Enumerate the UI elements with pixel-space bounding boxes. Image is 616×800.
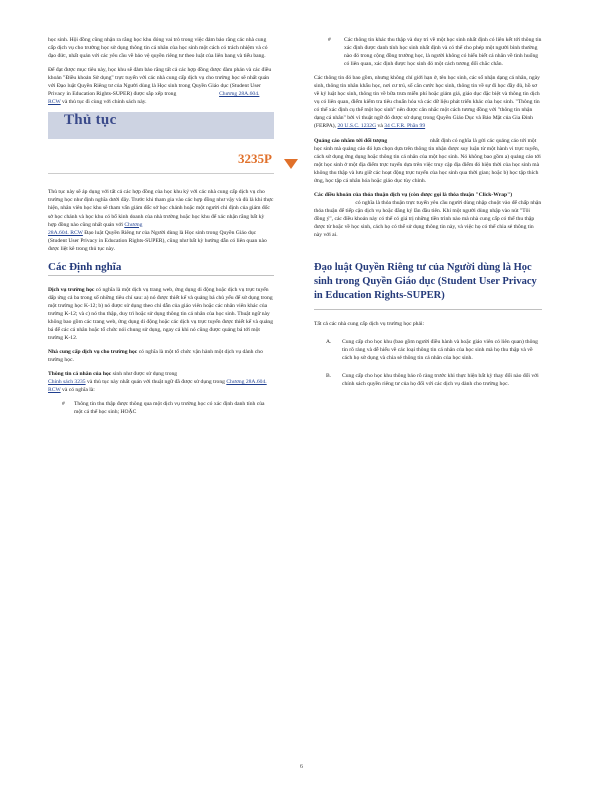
intro-paragraph-2 [48, 66, 274, 106]
intro-paragraph-1: học sinh. Hội đồng cũng nhận ra rằng học khu đóng vai trò trong việc đảm bảo rằng các nhà cung cấp dịch vụ cho trường học sử dụng thông tin cá nhân của học sinh một cách có trách nhiệm và có đạo đức, nhất quán với các yêu cầu về bảo vệ quyền riêng tư theo luật của liên bang và tiểu bang. [48, 37, 268, 60]
intro-text: Để đạt được mục tiêu này, học khu sẽ đảm bảo rằng tất cả các hợp đồng được đàm phán và các điều khoản "Điều khoản Sử dụng" trực tuyến với các nhà cung cấp dịch vụ cho trường học sẽ nhất quán với Đạo luật Quyền Riêng tư của Người dùng là Học sinh trong Quyền Giáo dục (Student User Privacy in Education Rights-SUPER) được sắp xếp trong [48, 67, 272, 98]
procedure-link-rcw[interactable]: 28A.604. RCW [48, 229, 83, 236]
triangle-down-icon [284, 159, 298, 169]
list-marker: A. [326, 339, 332, 346]
procedure-link-chapter[interactable]: Chương [124, 221, 143, 228]
list-item-text: Cung cấp cho học khu thông báo rõ ràng trước khi thực hiện bất kỳ thay đổi nào đối với chính sách quyền riêng tư của họ đối với các dịch vụ dành cho trường học. [342, 373, 539, 388]
definition-body: sinh như được sử dụng trong [112, 371, 178, 378]
definition-term: Nhà cung cấp dịch vụ cho trường học [48, 349, 138, 356]
procedure-tail: Đạo luật Quyền Riêng tư của Người dùng là Học sinh trong Quyền Giáo dục (Student User Privacy in Education Rights-SUPER), cũng như bất kỳ hướng dẫn có liên quan nào được liệt kê trong thủ tục này. [48, 229, 267, 252]
definition-body: và thủ tục này nhất quán với thuật ngữ đã được sử dụng trong [87, 379, 225, 386]
info-paragraph [314, 74, 542, 130]
definition-body: có nghĩa là một dịch vụ trang web, ứng dụng di động hoặc dịch vụ trực tuyến dấp ứng cả ba trong số những tiêu chí sau: a) nó được thiết kế và quảng bá chủ yếu để sử dụng trong một trường học K-12; b) nó được sử dụng theo chỉ dẫn của giáo viên hoặc các nhân viên khác của trường K-12; và c) nó thu thập, duy trì hoặc sử dụng thông tin cá nhân của học sinh. Thuật ngữ này không bao gồm các trang web, ứng dụng di động hoặc các dịch vụ trực tuyến được thiết kế và quảng bá để các cá nhân hoặc tổ chức nói chung sử dụng, ngay cả khi nó cũng được quảng bá tới một trường K-12. [48, 286, 274, 342]
definition-body: có nghĩa là một tổ chức vận hành một dịch vụ dành cho trường học. [48, 349, 263, 364]
definition-service-provider [48, 348, 274, 364]
info-text: Các thông tin đó bao gồm, nhưng không chỉ giới hạn ở, tên học sinh, các số nhận dạng cá nhân, ngày sinh, thông tin nhân khẩu học, nơi cư trú, số căn cước học sinh, thông tin về sự đi học đầy đủ, hồ sơ về kỷ luật học sinh, thông tin về bữa trưa miễn phí hoặc giảm giá, giáo dục đặc biệt và thông tin dịch vụ có liên quan, điểm kiểm tra tiêu chuẩn hóa và các dữ liệu phát triển khác của học sinh. "Thông tin có thể xác định cụ thể một học sinh" nên được cân nhắc một cách tương đồng với "thông tin nhận dạng cá nhân" bởi vì thuật ngữ đó được sử dụng trong Quyền Giáo Dục và Bảo Mật của Gia Đình (FERPA), [314, 75, 540, 130]
intro-tail: và thủ tục đi cùng với chính sách này. [62, 99, 147, 106]
list-item [314, 372, 542, 388]
bullet-marker: # [62, 401, 65, 408]
usc-link[interactable]: 20 U.S.C. 1232G [337, 123, 377, 130]
left-column [48, 36, 274, 422]
policy-number: 3235P [238, 151, 272, 167]
policy-number-row [48, 153, 274, 174]
definition-body: nhất định có nghĩa [429, 137, 472, 144]
procedure-paragraph [48, 188, 274, 252]
super-intro: Tất cả các nhà cung cấp dịch vụ trường học phải: [314, 321, 425, 328]
intro-link-chapter[interactable]: Chương 28A.604. [219, 91, 260, 98]
procedure-text: Thủ tục này sẽ áp dụng với tất cả các hợp đồng của học khu ký với các nhà cung cấp dịch vụ cho trường học như định nghĩa dưới đây. Trước khi tham gia vào các hợp đồng như vậy và đủ là khi thực hiện, nhân viên học khu sẽ tham vấn giám đốc sở học chánh hoặc một người chỉ định của giám đốc sở học chánh và học khu có bổ kinh doanh của nhà trường hoặc học khu để xác nhận rằng bất kỳ hợp đồng nào cũng nhất quán với [48, 189, 274, 228]
definition-term: Dịch vụ trường học [48, 286, 95, 293]
policy-3235-link[interactable]: Chính sách 3235 [48, 379, 86, 386]
bullet-marker: # [328, 37, 331, 43]
definition-targeted-ads [314, 137, 542, 185]
cfr-link[interactable]: 34 C.F.R. Phần 99 [384, 123, 426, 130]
definition-personal-info [48, 370, 274, 394]
info-conjunction: và [377, 123, 383, 130]
definition-body: và có nghĩa là: [62, 387, 95, 394]
chapter-link[interactable]: Chương 28A.604. RCW [48, 379, 267, 394]
intro-link-rcw[interactable]: RCW [48, 99, 61, 106]
list-marker: B. [326, 373, 332, 380]
super-act-heading: Đạo luật Quyền Riêng tư của Người dùng là Học sinh trong Quyền Giáo dục (Student User Privacy in Education Rights-SUPER) [314, 261, 542, 310]
definition-body: có nghĩa là [355, 199, 380, 206]
definition-body: thỏa thuận trực tuyến yêu cầu người dùng nhập chuột vào để chấp nhận thỏa thuận để tiếp cận dịch vụ hoặc đăng ký lần đầu tiên. Khi một người dùng nhập vào nút "Tôi đồng ý", các điều khoản này có thể có giá trị những tiền trình nào mà nhà cung cấp có thể thu thập được từ hoặc về học sinh, cách họ có thể sử dụng thông tin này, và việc họ có thể chia sẻ thông tin này với ai. [314, 199, 542, 239]
definition-school-service [48, 286, 274, 342]
page-number: 6 [300, 764, 303, 770]
list-item [48, 400, 274, 416]
list-item [314, 338, 542, 362]
definition-term: Quảng cáo nhắm tới đối tượng [314, 137, 388, 144]
definition-click-wrap [314, 191, 542, 239]
list-item-text: Cung cấp cho học khu (bao gồm người điều hành và hoặc giáo viên có liên quan) thông tin rõ ràng và dễ hiểu về các loại thông tin cá nhân của học sinh mà họ thu thập và về cách họ sử dụng và chia sẻ thông tin cá nhân của học sinh. [342, 339, 538, 362]
definition-term: Thông tin cá nhân của học [48, 371, 112, 378]
right-column [314, 36, 542, 398]
procedure-title-band [48, 112, 274, 139]
list-item-text: Các thông tin khác thu thập và duy trì về một học sinh nhất định có liên kết tới thông tin xác định được danh tính học sinh nhất định và có thể cho phép một người bình thường nào đó trong cộng đồng trường học, là người không có hiểu biết cá nhân về tình huống có liên quan, xác định được học sinh đó một cách tương đối chắc chắn. [344, 37, 542, 68]
list-item-text: Thông tin thu thập được thông qua một dịch vụ trường học có xác định danh tính của một cá thể học sinh; HOẶC [74, 401, 265, 416]
definitions-heading: Các Định nghĩa [48, 263, 274, 276]
definition-body: là gửi các quảng cáo tới một học sinh mà quảng cáo đó lựa chọn dựa trên thông tin nhận được suy luận từ một hành vi trực tuyến, cách sử dụng ứng dụng hoặc thông tin cá nhân của một học sinh. Nó không bao gồm a) quảng cáo tới một học sinh ở một địa điểm trực tuyến dựa trên việc truy cập địa điểm đó hiện thời của học sinh mà không thu thập và lưu giữ các hoạt động trực tuyến của học sinh qua thời gian; hoặc b) học tập thích ứng, học tập cá nhân hóa hoặc giáo dục tùy chỉnh. [314, 137, 541, 184]
procedure-title: Thủ tục [64, 112, 117, 129]
definition-term: Các điều khoản của thỏa thuận dịch vụ (còn được gọi là thỏa thuận "Click-Wrap") [314, 191, 513, 198]
list-item [314, 36, 542, 68]
